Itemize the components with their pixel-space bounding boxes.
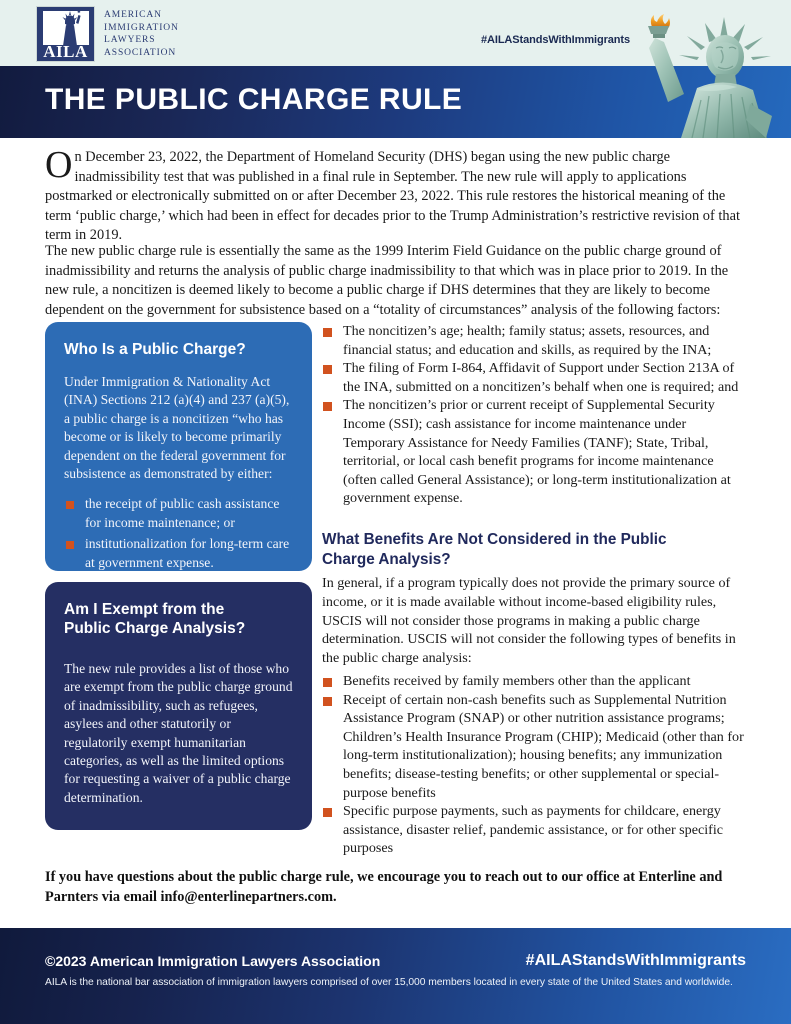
list-item: Benefits received by family members other than the applicant xyxy=(322,672,750,691)
title-banner xyxy=(0,66,791,138)
logo-word-3: LAWYERS xyxy=(104,35,156,46)
header-hashtag: #AILAStandsWithImmigrants xyxy=(481,34,630,46)
callout-who-is-a-public-charge xyxy=(45,322,312,571)
logo-word-2: IMMIGRATION xyxy=(104,22,179,33)
benefits-paragraph: In general, if a program typically does not provide the primary source of income, or it is made available without income-based eligibility rules, USCIS will not consider those programs in making a public charge determination. USCIS will not consider the following types of benefits in the public charge analysis: xyxy=(322,575,736,667)
callout-exempt-body: The new rule provides a list of those who are exempt from the public charge ground of inadmissibility, such as refugees, asylees and other statutorily or regulatorily exempt humanitarian categories, as well as the limited options for requesting a waiver of a public charge determination. xyxy=(64,661,293,805)
page-header xyxy=(0,0,791,66)
intro-paragraph-1 xyxy=(45,144,748,246)
list-item: Receipt of certain non-cash benefits such as Supplemental Nutrition Assistance Program (SNAP) or other nutrition assistance programs; Children’s Health Insurance Program (CHIP); Medicaid (other than for long-term institutionalization); housing benefits; any immunization benefits; disease-testing benefits; or other supplemental or special-purpose benefits xyxy=(322,691,750,803)
aila-logo xyxy=(36,6,179,62)
list-item: institutionalization for long-term care at government expense. xyxy=(64,535,293,572)
callout-am-i-exempt xyxy=(45,582,312,830)
drop-cap: O xyxy=(45,144,73,186)
page-footer xyxy=(0,928,791,1024)
closing-paragraph: If you have questions about the public charge rule, we encourage you to reach out to our office at Enterline and Parnters via email info@enterlinepartners.com. xyxy=(45,869,723,905)
callout-who-body: Under Immigration & Nationality Act (INA) Sections 212 (a)(4) and 237 (a)(5), a public charge is a noncitizen “who has become or is likely to become primarily dependent on the federal government for subsistence as demonstrated by either: xyxy=(64,374,290,482)
logo-word-1: AMERICAN xyxy=(104,10,162,20)
callout-exempt-heading-line2: Public Charge Analysis? xyxy=(64,620,246,637)
intro-paragraph-2: The new public charge rule is essentially the same as the 1999 Interim Field Guidance on the public charge ground of inadmissibility and returns the analysis of public charge inadmissibility to that which was in place prior to 2019. In the new rule, a noncitizen is deemed likely to become a public charge if DHS determines that they are likely to become dependent on the government for subsistence based on a “totality of circumstances” analysis of the following factors: xyxy=(45,243,729,318)
list-item: the receipt of public cash assistance for income maintenance; or xyxy=(64,495,293,532)
aila-logo-wordmark xyxy=(104,6,179,59)
document-body xyxy=(0,138,791,928)
aila-logo-mark xyxy=(36,6,95,62)
list-item: The noncitizen’s age; health; family status; assets, resources, and financial status; and education and skills, as required by the INA; xyxy=(322,322,750,359)
factors-list xyxy=(322,322,750,508)
footer-hashtag: #AILAStandsWithImmigrants xyxy=(525,952,746,969)
page-title: THE PUBLIC CHARGE RULE xyxy=(45,83,463,116)
logo-word-4: ASSOCIATION xyxy=(104,47,177,58)
callout-exempt-heading xyxy=(64,600,293,638)
benefits-list xyxy=(322,672,750,858)
list-item: Specific purpose payments, such as payments for childcare, energy assistance, disaster relief, pandemic assistance, or for other specific purposes xyxy=(322,802,750,858)
callout-exempt-heading-line1: Am I Exempt from the xyxy=(64,601,225,618)
aila-logo-text: AILA xyxy=(43,42,88,61)
footer-copyright: ©2023 American Immigration Lawyers Association xyxy=(45,953,381,969)
callout-who-bullet-list xyxy=(64,495,293,572)
list-item: The filing of Form I-864, Affidavit of Support under Section 213A of the INA, submitted on a noncitizen’s behalf when one is required; and xyxy=(322,359,750,396)
benefits-section-heading: What Benefits Are Not Considered in the Public Charge Analysis? xyxy=(322,531,667,568)
intro-paragraph-1-text: n December 23, 2022, the Department of Homeland Security (DHS) began using the new public charge inadmissibility test that was published in a final rule in September. The new rule will apply to applications postmarked or electronically submitted on or after December 23, 2022. This rule restores the historical meaning of the term ‘public charge,’ which had been in effect for decades prior to the Trump Administration’s restrictive revision of that term in 2019. xyxy=(45,149,740,244)
list-item: The noncitizen’s prior or current receipt of Supplemental Security Income (SSI); cash assistance for income maintenance under Temporary Assistance for Needy Families (TANF); State, Tribal, territorial, or local cash benefit programs for income maintenance (often called General Assistance); or long-term institutionalization at government expense. xyxy=(322,396,750,508)
callout-who-heading: Who Is a Public Charge? xyxy=(64,341,246,358)
footer-tagline: AILA is the national bar association of immigration lawyers comprised of over 15,000 members located in every state of the United States and worldwide. xyxy=(45,977,733,988)
